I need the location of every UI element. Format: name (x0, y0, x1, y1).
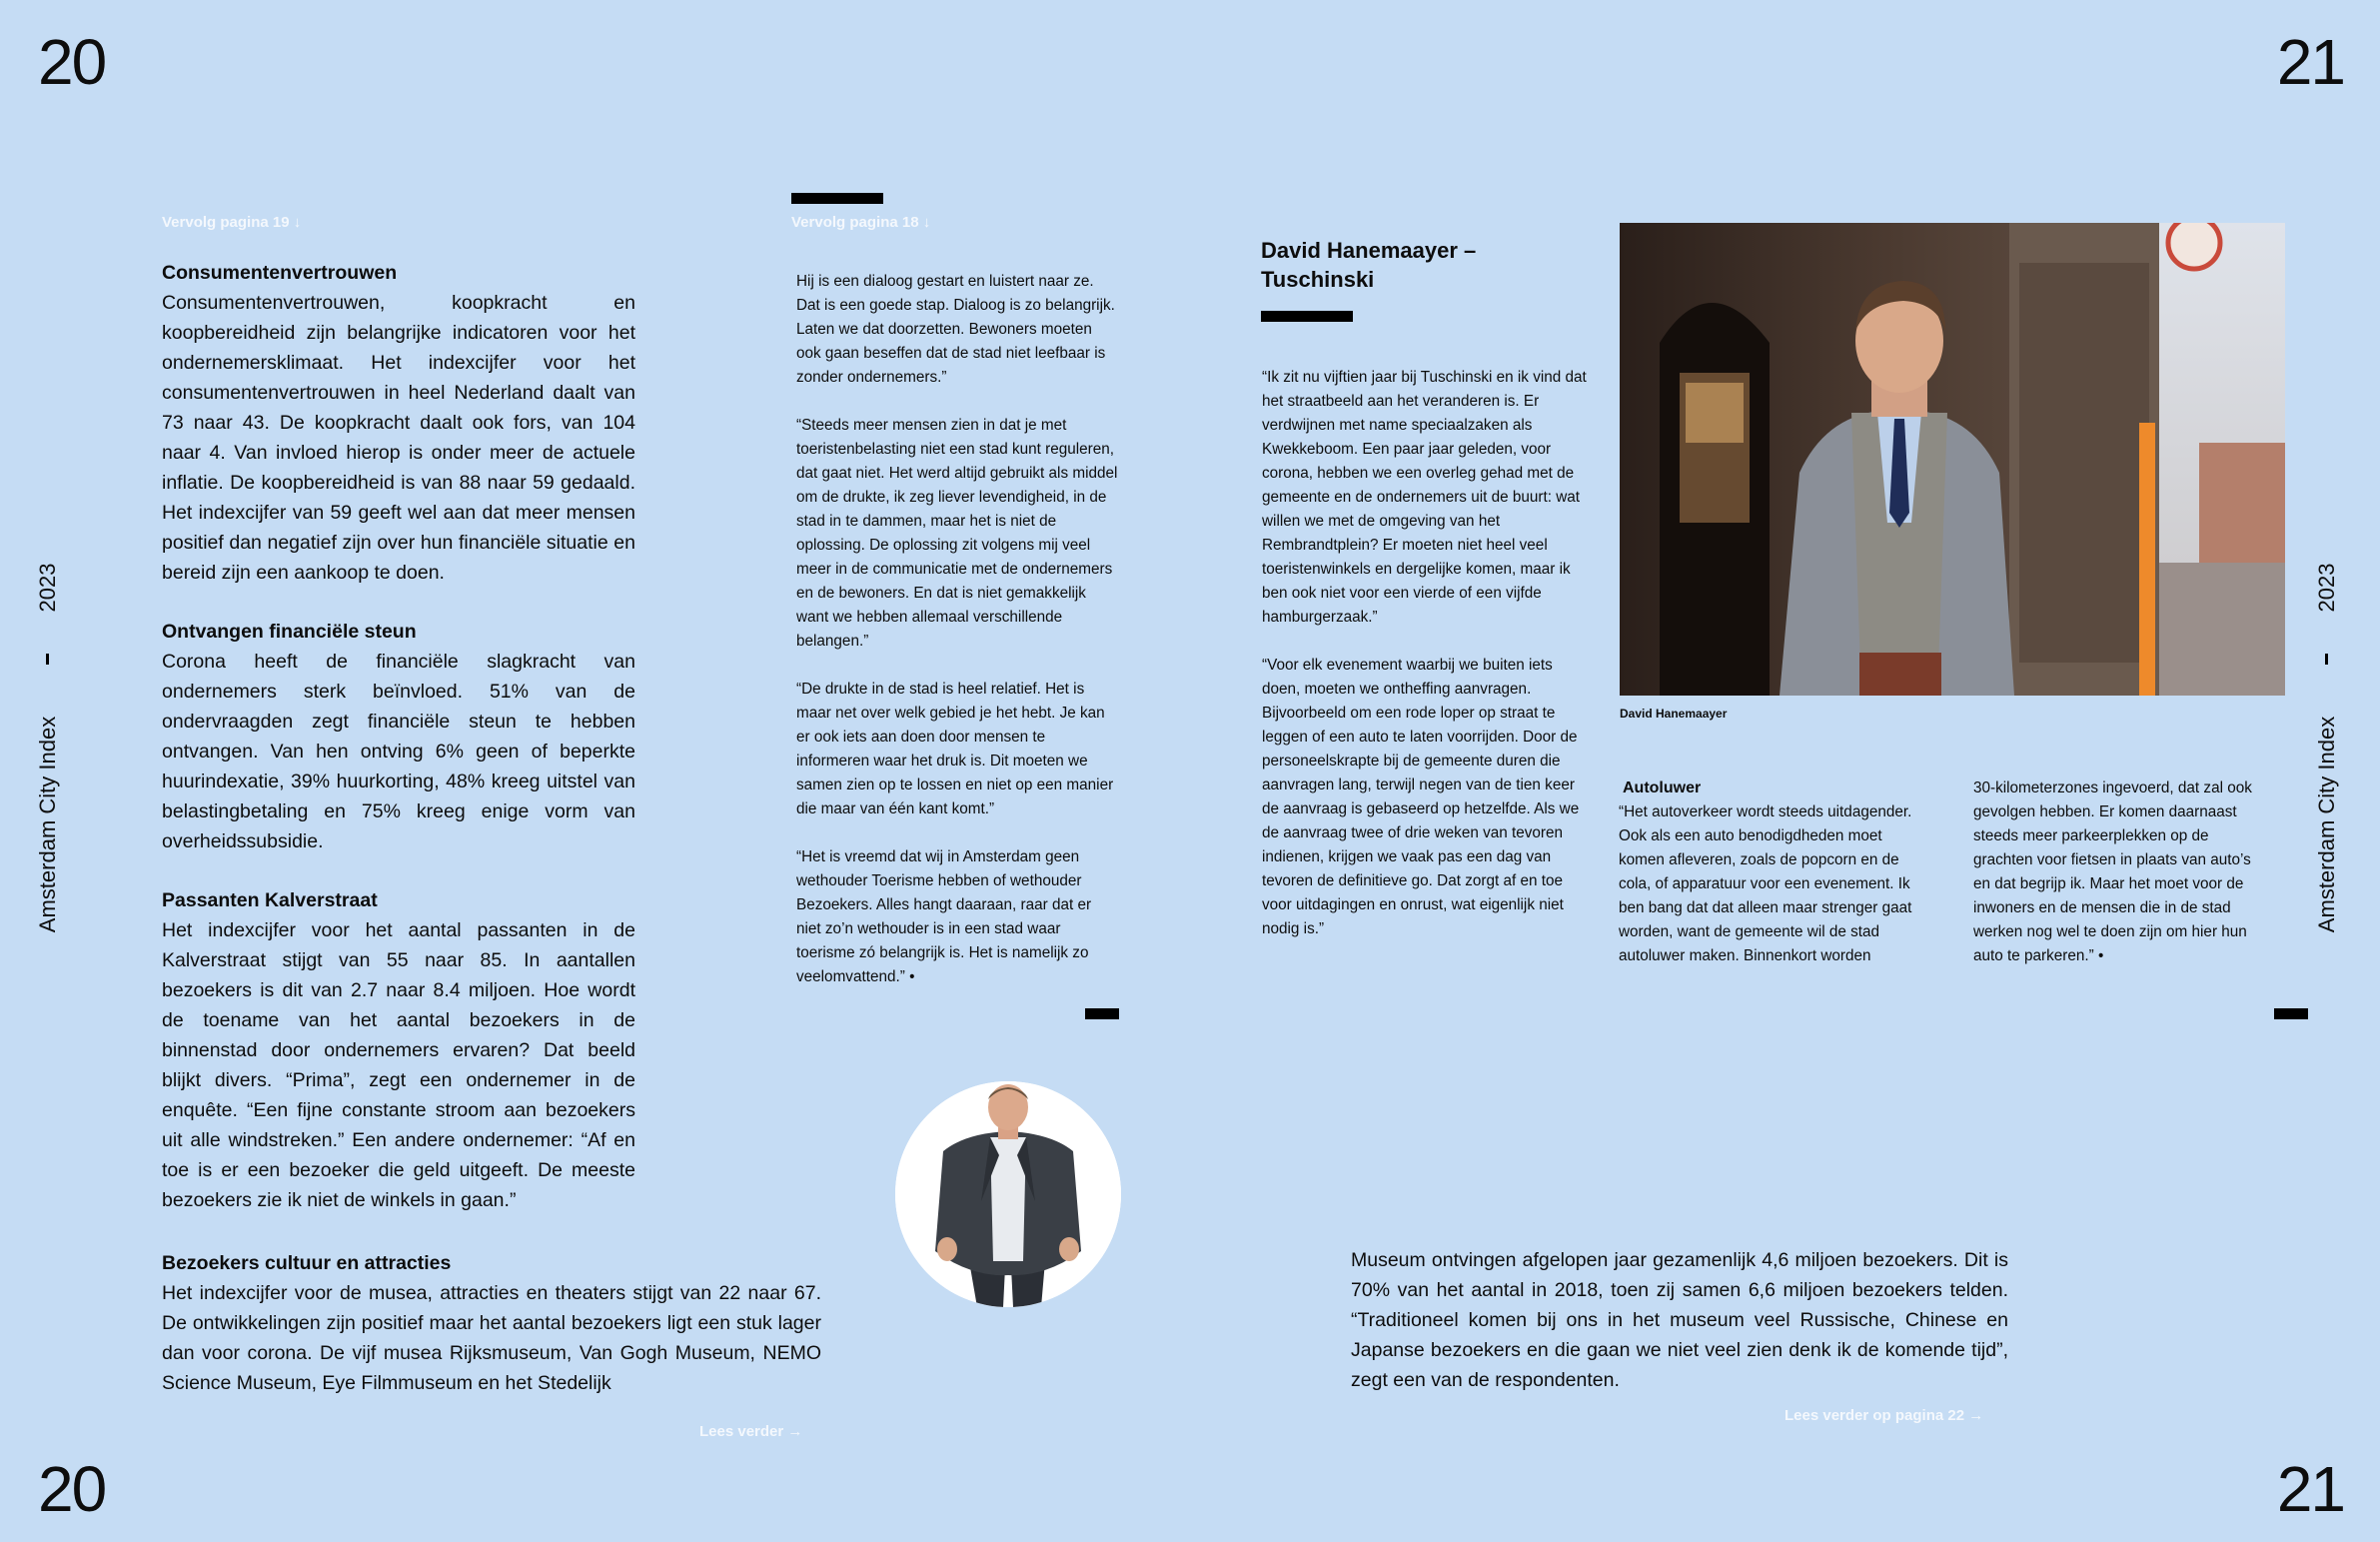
section-heading: Consumentenvertrouwen (162, 262, 398, 284)
divider-bar (791, 193, 883, 204)
end-marker (1085, 1008, 1119, 1019)
autoluwer-text-1: “Het autoverkeer wordt steeds uitdagender. Ook als een auto benodigdheden moet komen afleveren, zoals de popcorn en de cola, of apparatuur voor een evenement. Ik ben bang dat dat alleen maar strenger gaat worden, want de gemeente wil de stad autoluwer maken. Binnenkort worden (1619, 803, 1912, 964)
article-column-1 (162, 258, 635, 588)
autoluwer-heading: Autoluwer (1623, 779, 1702, 796)
section-body: Het indexcijfer voor het aantal passanten in de Kalverstraat stijgt van 55 naar 85. In aantallen bezoekers is dit van 2.7 naar 8.4 miljoen. Hoe wordt de toename van het aantal bezoekers in de binnenstad door ondernemers ervaren? Dat beeld blijkt divers. “Prima”, zegt een ondernemer in de enquête. “Een fijne constante stroom aan bezoekers uit alle windstreken.” Een andere ondernemer: “Af en toe is er een bezoeker die geld uitgeeft. De meeste bezoekers zie ik niet de winkels in gaan.” (162, 919, 635, 1211)
read-more-link-right[interactable]: Lees verder op pagina 22 → (1785, 1407, 1984, 1424)
quote-paragraph: “Steeds meer mensen zien in dat je met toeristenbelasting niet een stad kunt reguleren, dat gaat niet. Het werd altijd gebruikt als middel om de drukte, ik zeg liever levendigheid, in de stad in te dammen, maar het is niet de oplossing. De oplossing zit volgens mij veel meer in de communicatie met de ondernemers en de bewoners. En dat is niet gemakkelijk want we hebben allemaal verschillende belangen.” (796, 417, 1118, 650)
side-title-right: Amsterdam City Index (2314, 716, 2339, 933)
divider-bar (1261, 311, 1353, 322)
end-marker (2274, 1008, 2308, 1019)
continued-label-col1: Vervolg pagina 19 ↓ (162, 214, 302, 231)
article-wide-section (162, 1248, 821, 1398)
section-heading: Bezoekers cultuur en attracties (162, 1252, 452, 1274)
article-column-1-section-3 (162, 885, 635, 1215)
side-year-right: 2023 (2314, 563, 2339, 613)
read-more-link-left[interactable]: Lees verder → (699, 1423, 803, 1440)
photo-caption: David Hanemaayer (1620, 707, 1728, 721)
person-portrait-illustration (895, 1081, 1121, 1307)
profile-name: David Hanemaayer – Tuschinski (1261, 238, 1477, 292)
section-body: Corona heeft de financiële slagkracht van ondernemers sterk beïnvloed. 51% van de ondervraagden zegt financiële steun te hebben ontvangen. Van hen ontving 6% geen of beperkte huurindexatie, 39% huurkorting, 48% kreeg uitstel van belastingbetaling en 75% kreeg enige vorm van overheidssubsidie. (162, 651, 635, 852)
side-title-left: Amsterdam City Index (35, 716, 60, 933)
quote-column-left (796, 270, 1118, 989)
autoluwer-column-2 (1973, 776, 2265, 968)
street-portrait-illustration (1620, 223, 2285, 696)
portrait-circle (895, 1081, 1121, 1307)
quote-column-right (1262, 366, 1590, 941)
page-number-top-right: 21 (2276, 26, 2344, 98)
quote-paragraph: “De drukte in de stad is heel relatief. Het is maar net over welk gebied je het hebt. Je kan er ook iets aan doen door mensen te informeren waar het druk is. Dit moeten we samen zien op te lossen en niet op een manier die maar van één kant komt.” (796, 681, 1114, 817)
continued-label-col2: Vervolg pagina 18 ↓ (791, 214, 931, 231)
page-number-top-left: 20 (38, 26, 106, 98)
quote-paragraph: Hij is een dialoog gestart en luistert naar ze. Dat is een goede stap. Dialoog is zo belangrijk. Laten we dat doorzetten. Bewoners moeten ook gaan beseffen dat de stad niet leefbaar is zonder ondernemers.” (796, 273, 1115, 386)
quote-paragraph: “Ik zit nu vijftien jaar bij Tuschinski en ik vind dat het straatbeeld aan het veranderen is. Er verdwijnen met name speciaalzaken als Kwekkeboom. Een paar jaar geleden, voor corona, hebben we een overleg gehad met de gemeente en de ondernemers uit de buurt: wat willen we met de omgeving van het Rembrandtplein? Er moeten niet heel veel toeristenwinkels en dergelijke komen, maar ik ben ook niet voor een vierde of een vijfde hamburgerzaak.” (1262, 369, 1587, 626)
section-body: Consumentenvertrouwen, koopkracht en koopbereidheid zijn belangrijke indicatoren voor het ondernemersklimaat. Het indexcijfer voor het consumentenvertrouwen in heel Nederland daalt van 73 naar 43. De koopkracht daalt ook fors, van 104 naar 4. Van invloed hierop is onder meer de actuele inflatie. De koopbereidheid is van 88 naar 59 gedaald. Het indexcijfer van 59 geeft wel aan dat meer mensen positief dan negatief zijn over hun financiële situatie en bereid zijn een aankoop te doen. (162, 292, 635, 584)
section-body: Het indexcijfer voor de musea, attracties en theaters stijgt van 22 naar 67. De ontwikkelingen zijn positief maar het aantal bezoekers ligt een stuk lager dan voor corona. De vijf musea Rijksmuseum, Van Gogh Museum, NEMO Science Museum, Eye Filmmuseum en het Stedelijk (162, 1282, 821, 1394)
page-number-bottom-right: 21 (2276, 1453, 2344, 1525)
autoluwer-text-2: 30-kilometerzones ingevoerd, dat zal ook gevolgen hebben. Er komen daarnaast steeds meer parkeerplekken op de grachten voor fietsen in plaats van auto’s en dat begrijp ik. Maar het moet voor de inwoners en de mensen die in de stad werken nog wel te doen zijn om hier hun auto te parkeren.” • (1973, 779, 2252, 964)
quote-paragraph: “Voor elk evenement waarbij we buiten iets doen, moeten we ontheffing aanvragen. Bijvoorbeeld om een rode loper op straat te leggen of een auto te laten voorrijden. Door de personeelskrapte bij de gemeente duren die aanvragen lang, terwijl negen van de tien keer de aanvraag is gebaseerd op hetzelfde. Als we de aanvraag twee of drie weken van tevoren indienen, krijgen we vaak pas een dag van tevoren de definitieve go. Dat zorgt af en toe voor uitdagingen en onrust, wat eigenlijk niet nodig is.” (1262, 657, 1580, 937)
article-column-1-section-2 (162, 617, 635, 856)
side-divider-left (46, 654, 49, 665)
page-number-bottom-left: 20 (38, 1453, 106, 1525)
side-year-left: 2023 (35, 563, 60, 613)
side-divider-right (2325, 654, 2328, 665)
section-heading: Ontvangen financiële steun (162, 621, 417, 643)
quote-paragraph: “Het is vreemd dat wij in Amsterdam geen wethouder Toerisme hebben of wethouder Bezoekers. Alles hangt daaraan, raar dat er niet zo’n wethouder is in een stad waar toerisme zó belangrijk is. Het is namelijk zo veelomvattend.” • (796, 848, 1092, 985)
museum-continuation-text: Museum ontvingen afgelopen jaar gezamenlijk 4,6 miljoen bezoekers. Dit is 70% van het aantal in 2018, toen zij samen 6,6 miljoen bezoekers telden. “Traditioneel komen bij ons in het museum veel Russische, Chinese en Japanse bezoekers en die gaan we niet veel zien denk ik de komende tijd”, zegt een van de respondenten. (1351, 1249, 2008, 1391)
autoluwer-column-1 (1619, 800, 1926, 968)
profile-photo (1620, 223, 2285, 696)
section-heading: Passanten Kalverstraat (162, 889, 378, 911)
